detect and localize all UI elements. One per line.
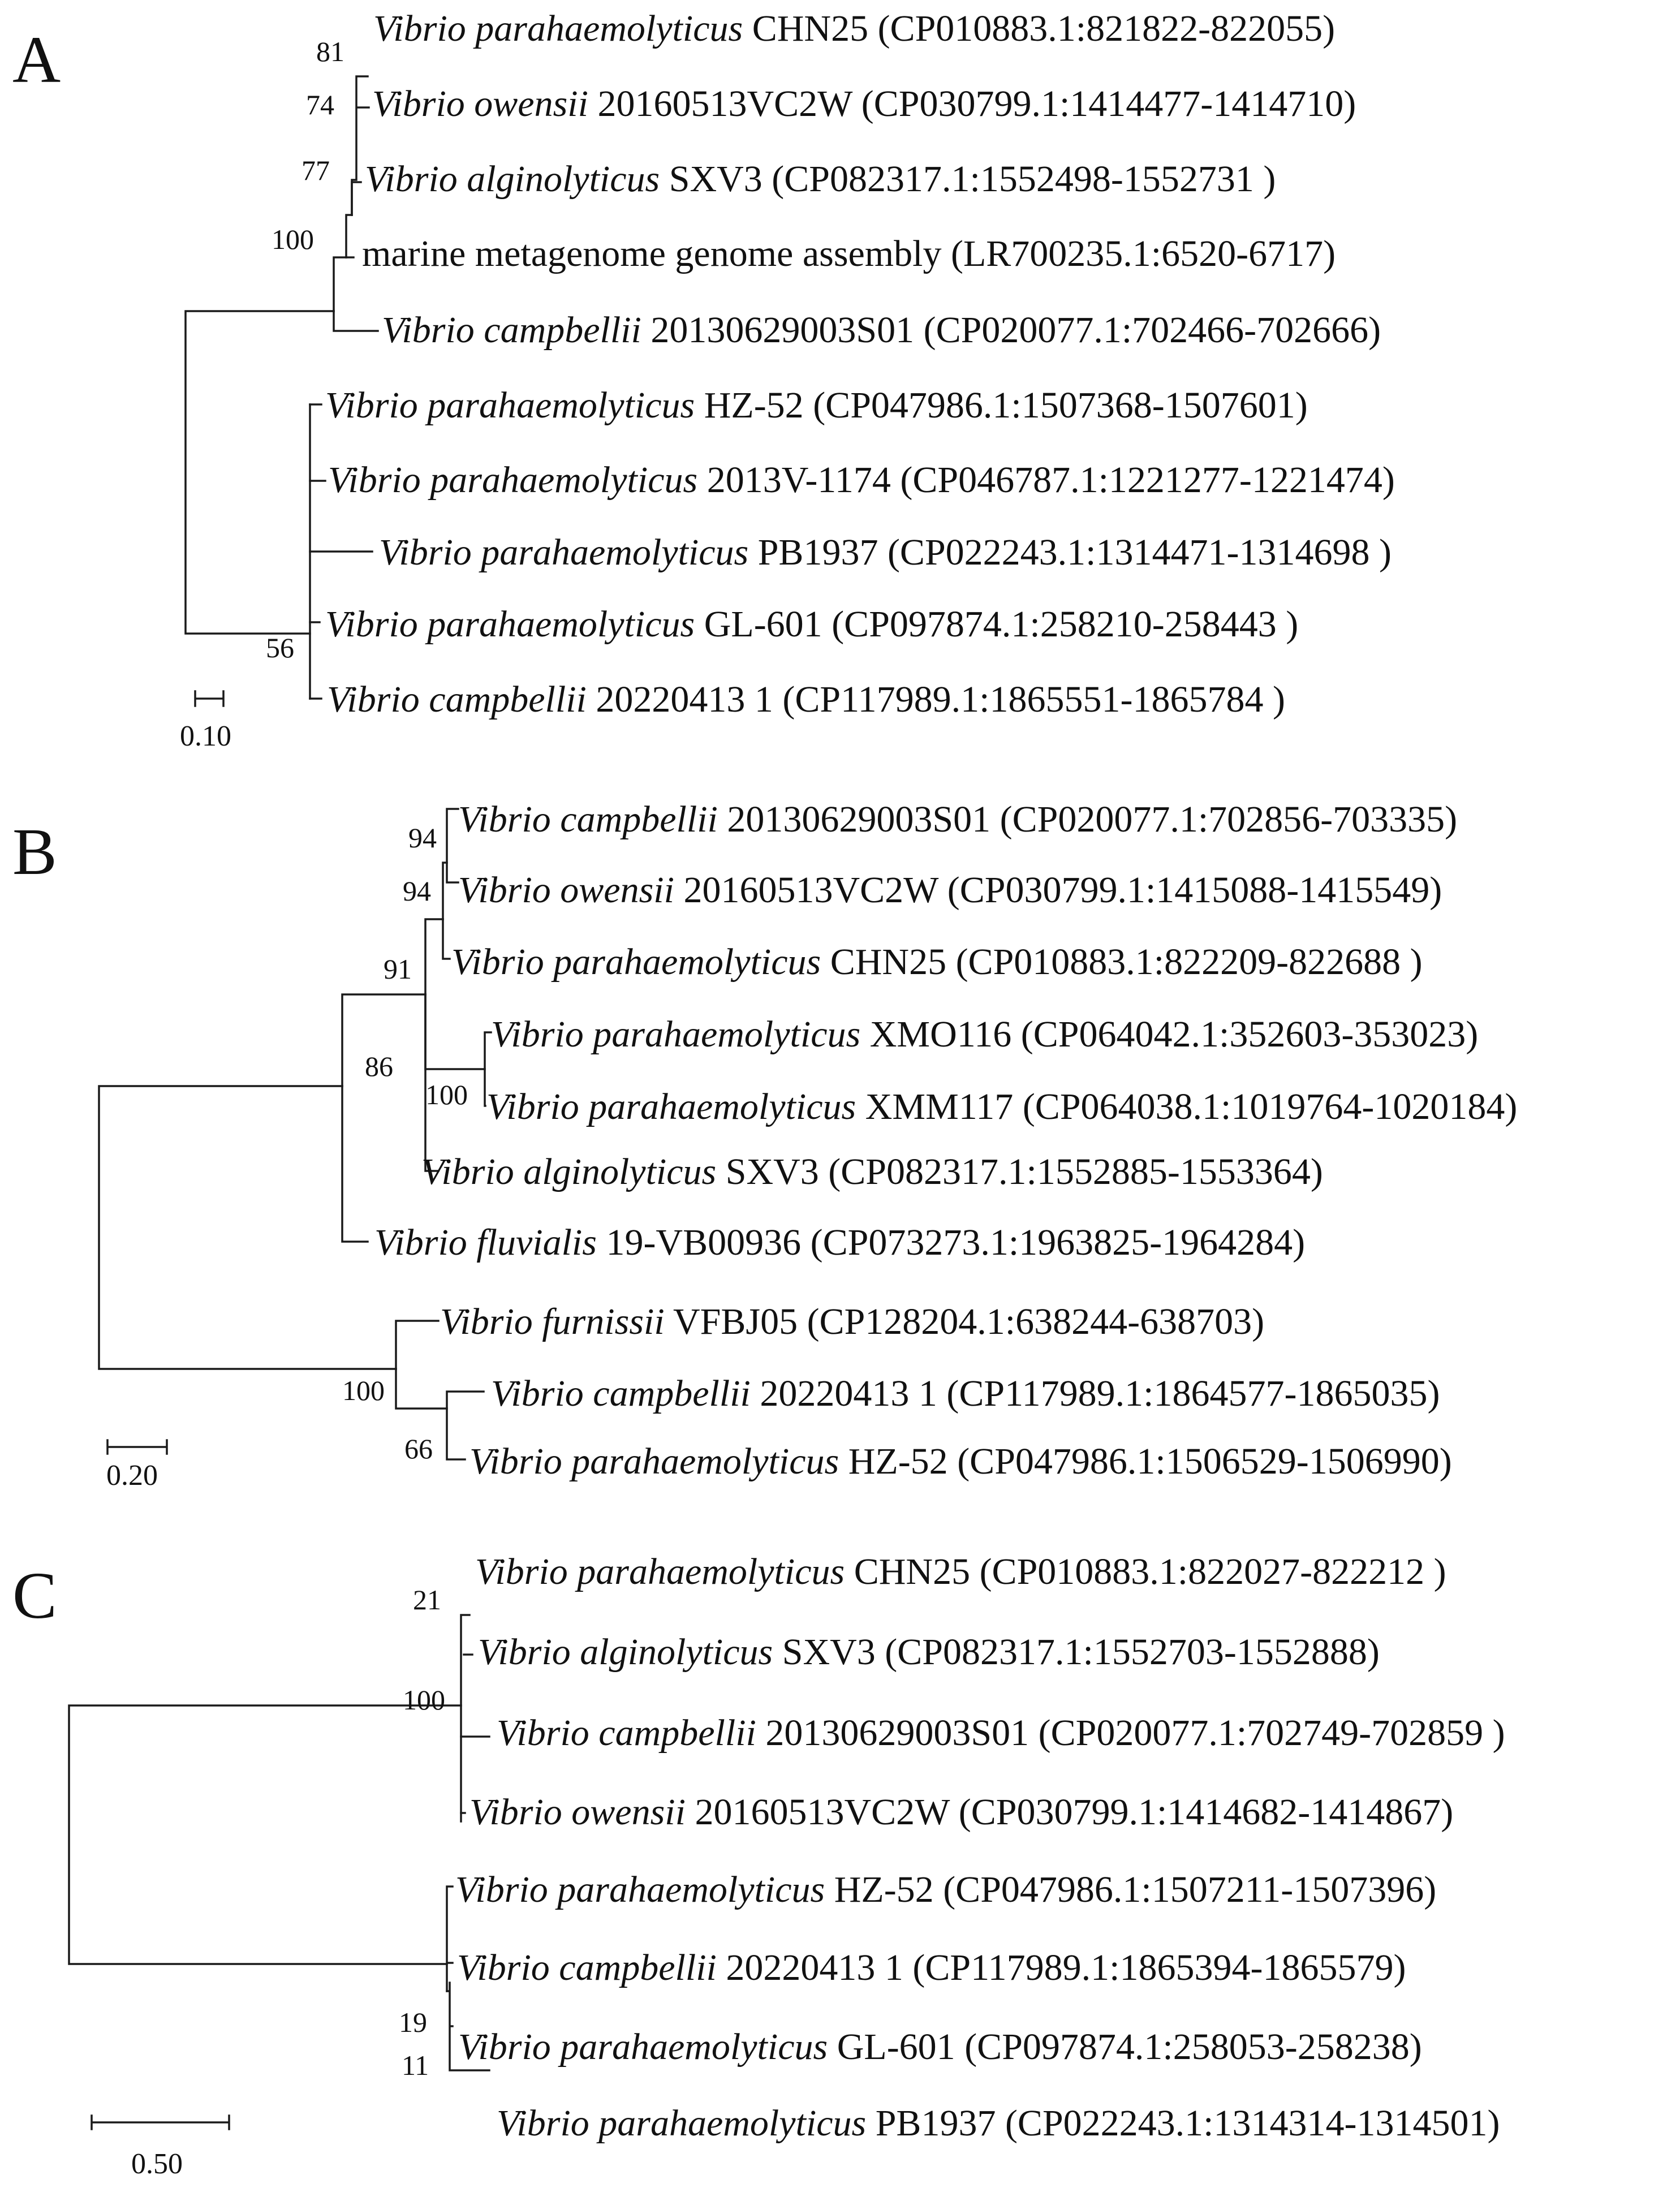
taxon-label: Vibrio parahaemolyticus HZ-52 (CP047986.1:1507368-1507601) xyxy=(325,385,1308,426)
taxon-label: Vibrio campbellii 20130629003S01 (CP020077.1:702856-703335) xyxy=(458,799,1458,840)
taxon-label: Vibrio campbellii 20220413 1 (CP117989.1:1865394-1865579) xyxy=(457,1947,1406,1988)
support-value: 86 xyxy=(365,1050,393,1082)
taxon-label: Vibrio owensii 20160513VC2W (CP030799.1:1414477-1414710) xyxy=(372,83,1356,124)
taxon-label: Vibrio parahaemolyticus XMO116 (CP064042.1:352603-353023) xyxy=(491,1014,1479,1055)
support-value: 94 xyxy=(408,822,437,854)
taxon-label: Vibrio alginolyticus SXV3 (CP082317.1:1552885-1553364) xyxy=(421,1151,1323,1192)
taxon-label: Vibrio owensii 20160513VC2W (CP030799.1:1414682-1414867) xyxy=(469,1791,1454,1833)
panel-c-letter: C xyxy=(12,1558,57,1633)
panel-b-letter: B xyxy=(12,815,57,889)
support-value: 100 xyxy=(342,1375,385,1406)
support-value: 81 xyxy=(316,36,344,67)
scale-bar-label: 0.10 xyxy=(180,720,231,752)
support-value: 94 xyxy=(403,875,431,907)
panel-b-scale-bar xyxy=(106,1440,167,1492)
support-value: 19 xyxy=(399,2006,427,2038)
support-value: 100 xyxy=(425,1079,468,1110)
taxon-label: Vibrio alginolyticus SXV3 (CP082317.1:1552703-1552888) xyxy=(478,1631,1380,1673)
taxon-label: Vibrio parahaemolyticus HZ-52 (CP047986.1:1507211-1507396) xyxy=(455,1869,1437,1910)
taxon-label: Vibrio parahaemolyticus PB1937 (CP022243.1:1314471-1314698 ) xyxy=(379,532,1392,573)
taxon-label: Vibrio owensii 20160513VC2W (CP030799.1:1415088-1415549) xyxy=(458,869,1442,911)
taxon-label: marine metagenome genome assembly (LR700235.1:6520-6717) xyxy=(362,233,1336,274)
panel-a-letter: A xyxy=(12,23,61,97)
taxon-label: Vibrio parahaemolyticus CHN25 (CP010883.1:822209-822688 ) xyxy=(451,941,1423,983)
taxon-label: Vibrio campbellii 20130629003S01 (CP020077.1:702749-702859 ) xyxy=(497,1712,1505,1754)
support-value: 11 xyxy=(402,2049,429,2081)
scale-bar-label: 0.20 xyxy=(106,1459,158,1492)
support-value: 66 xyxy=(404,1433,433,1465)
support-value: 91 xyxy=(384,953,412,985)
support-value: 74 xyxy=(306,89,334,120)
support-value: 100 xyxy=(272,223,314,255)
taxon-label: Vibrio furnissii VFBJ05 (CP128204.1:638244-638703) xyxy=(440,1301,1265,1342)
taxon-label: Vibrio parahaemolyticus GL-601 (CP097874.1:258210-258443 ) xyxy=(325,604,1299,645)
taxon-label: Vibrio parahaemolyticus GL-601 (CP097874.1:258053-258238) xyxy=(458,2026,1422,2068)
taxon-label: Vibrio campbellii 20220413 1 (CP117989.1:1864577-1865035) xyxy=(491,1373,1440,1414)
taxon-label: Vibrio parahaemolyticus XMM117 (CP064038.1:1019764-1020184) xyxy=(486,1086,1518,1127)
support-value: 77 xyxy=(301,154,330,186)
taxon-label: Vibrio fluvialis 19-VB00936 (CP073273.1:1963825-1964284) xyxy=(374,1222,1306,1263)
taxon-label: Vibrio parahaemolyticus 2013V-1174 (CP046787.1:1221277-1221474) xyxy=(328,459,1395,501)
taxon-label: Vibrio campbellii 20220413 1 (CP117989.1:1865551-1865784 ) xyxy=(327,679,1285,720)
taxon-label: Vibrio parahaemolyticus PB1937 (CP022243.1:1314314-1314501) xyxy=(497,2103,1500,2144)
taxon-label: Vibrio parahaemolyticus CHN25 (CP010883.1:822027-822212 ) xyxy=(475,1551,1446,1592)
support-value: 21 xyxy=(413,1584,441,1616)
taxon-label: Vibrio alginolyticus SXV3 (CP082317.1:1552498-1552731 ) xyxy=(365,158,1276,200)
taxon-label: Vibrio campbellii 20130629003S01 (CP020077.1:702466-702666) xyxy=(382,309,1381,351)
scale-bar-label: 0.50 xyxy=(131,2148,183,2180)
taxon-label: Vibrio parahaemolyticus CHN25 (CP010883.1:821822-822055) xyxy=(373,8,1336,49)
taxon-label: Vibrio parahaemolyticus HZ-52 (CP047986.1:1506529-1506990) xyxy=(469,1441,1452,1482)
support-value: 56 xyxy=(266,632,294,664)
support-value: 100 xyxy=(403,1684,445,1716)
